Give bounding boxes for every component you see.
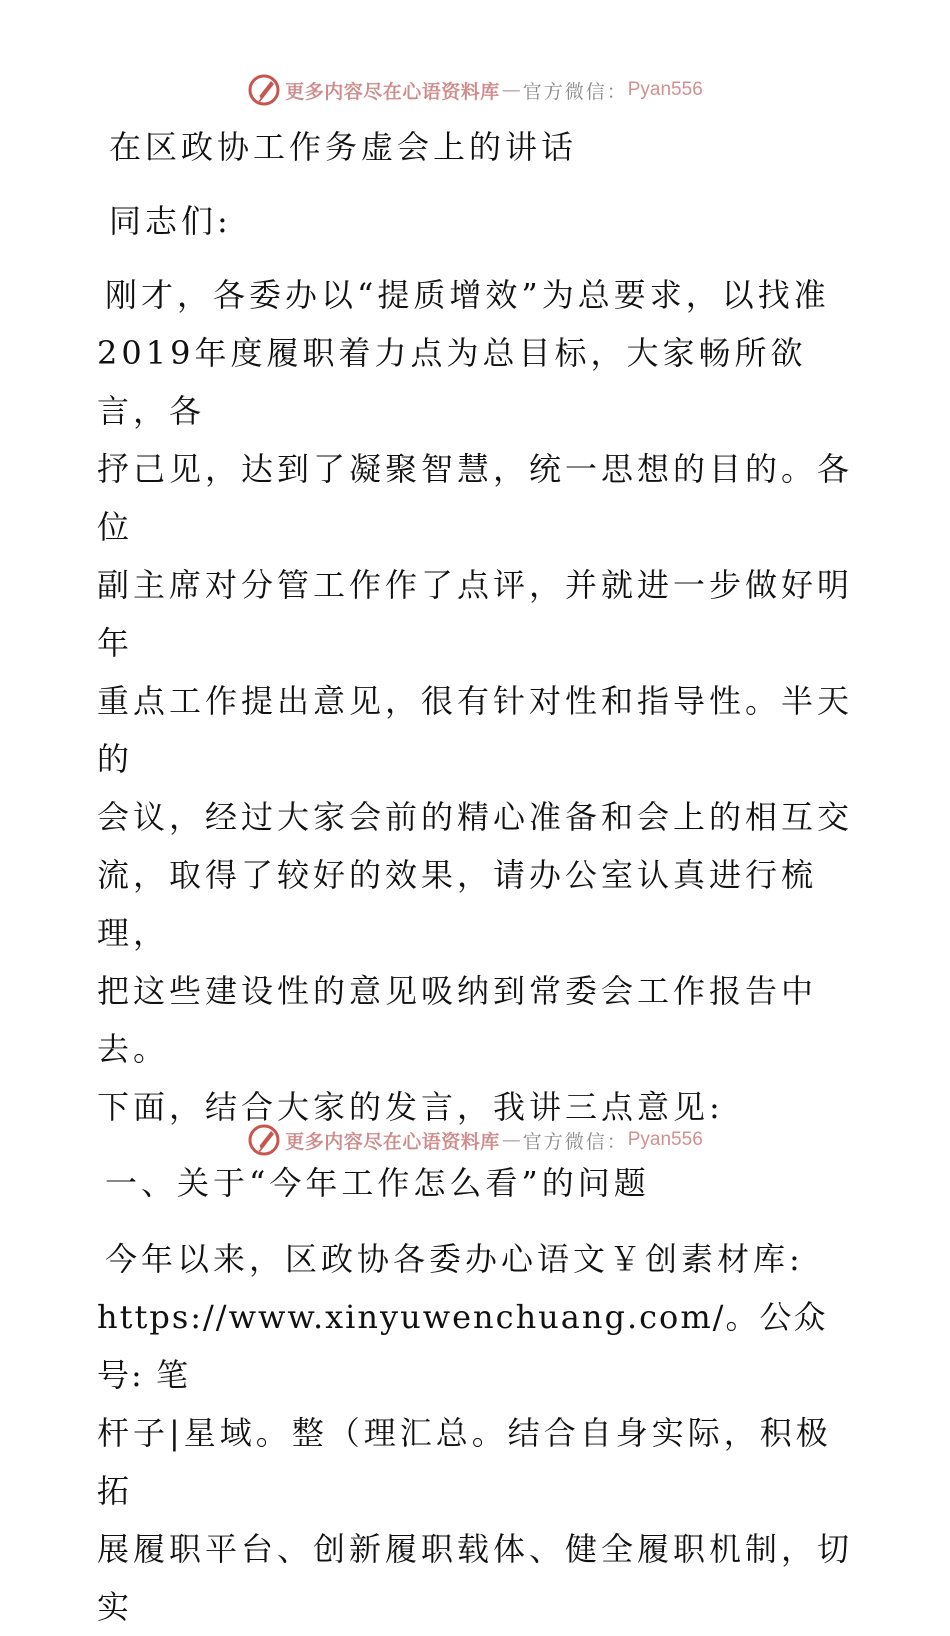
pen-logo-icon bbox=[247, 1123, 281, 1157]
paragraph-2 bbox=[97, 1230, 867, 1636]
watermark-dash: — bbox=[501, 1129, 521, 1151]
document-body bbox=[97, 118, 867, 1636]
paragraph-line: 刚才，各委办以“提质增效”为总要求，以找准 bbox=[105, 276, 830, 314]
watermark-text: 更多内容尽在心语资料库 bbox=[285, 1130, 500, 1153]
paragraph-line: 今年以来，区政协各委办心语文￥创素材库: bbox=[105, 1240, 804, 1278]
paragraph-line: 副主席对分管工作作了点评，并就进一步做好明年 bbox=[97, 566, 854, 662]
paragraph-line: 抒己见，达到了凝聚智慧，统一思想的目的。各位 bbox=[97, 450, 854, 546]
paragraph-line: 杆子|星域。整（理汇总。结合自身实际，积极拓 bbox=[97, 1414, 832, 1510]
paragraph-1 bbox=[97, 266, 867, 1136]
paragraph-line: https://www.xinyuwenchuang.com/。公众号: 笔 bbox=[97, 1298, 828, 1394]
paragraph-line: 展履职平台、创新履职载体、健全履职机制，切实 bbox=[97, 1530, 854, 1626]
footer-watermark bbox=[0, 1122, 950, 1158]
watermark-text: 更多内容尽在心语资料库 bbox=[285, 80, 500, 103]
document-title: 在区政协工作务虚会上的讲话 bbox=[109, 128, 578, 166]
paragraph-line: 2019年度履职着力点为总目标，大家畅所欲言，各 bbox=[97, 334, 807, 430]
watermark-wechat-label: 官方微信： bbox=[522, 80, 628, 103]
paragraph-line: 把这些建设性的意见吸纳到常委会工作报告中去。 bbox=[97, 972, 818, 1068]
greeting: 同志们: bbox=[109, 202, 232, 240]
watermark-wechat-id: Pyan556 bbox=[627, 79, 703, 100]
paragraph-line: 流，取得了较好的效果，请办公室认真进行梳理， bbox=[97, 856, 818, 952]
section-heading: 一、关于“今年工作怎么看”的问题 bbox=[105, 1164, 650, 1202]
pen-logo-icon bbox=[247, 73, 281, 107]
header-watermark bbox=[0, 72, 950, 108]
watermark-wechat-label: 官方微信： bbox=[522, 1130, 628, 1153]
paragraph-line: 下面，结合大家的发言，我讲三点意见: bbox=[97, 1088, 724, 1126]
watermark-dash: — bbox=[501, 79, 521, 101]
paragraph-line: 重点工作提出意见，很有针对性和指导性。半天的 bbox=[97, 682, 854, 778]
paragraph-line: 会议，经过大家会前的精心准备和会上的相互交 bbox=[97, 798, 854, 836]
watermark-wechat-id: Pyan556 bbox=[627, 1129, 703, 1150]
